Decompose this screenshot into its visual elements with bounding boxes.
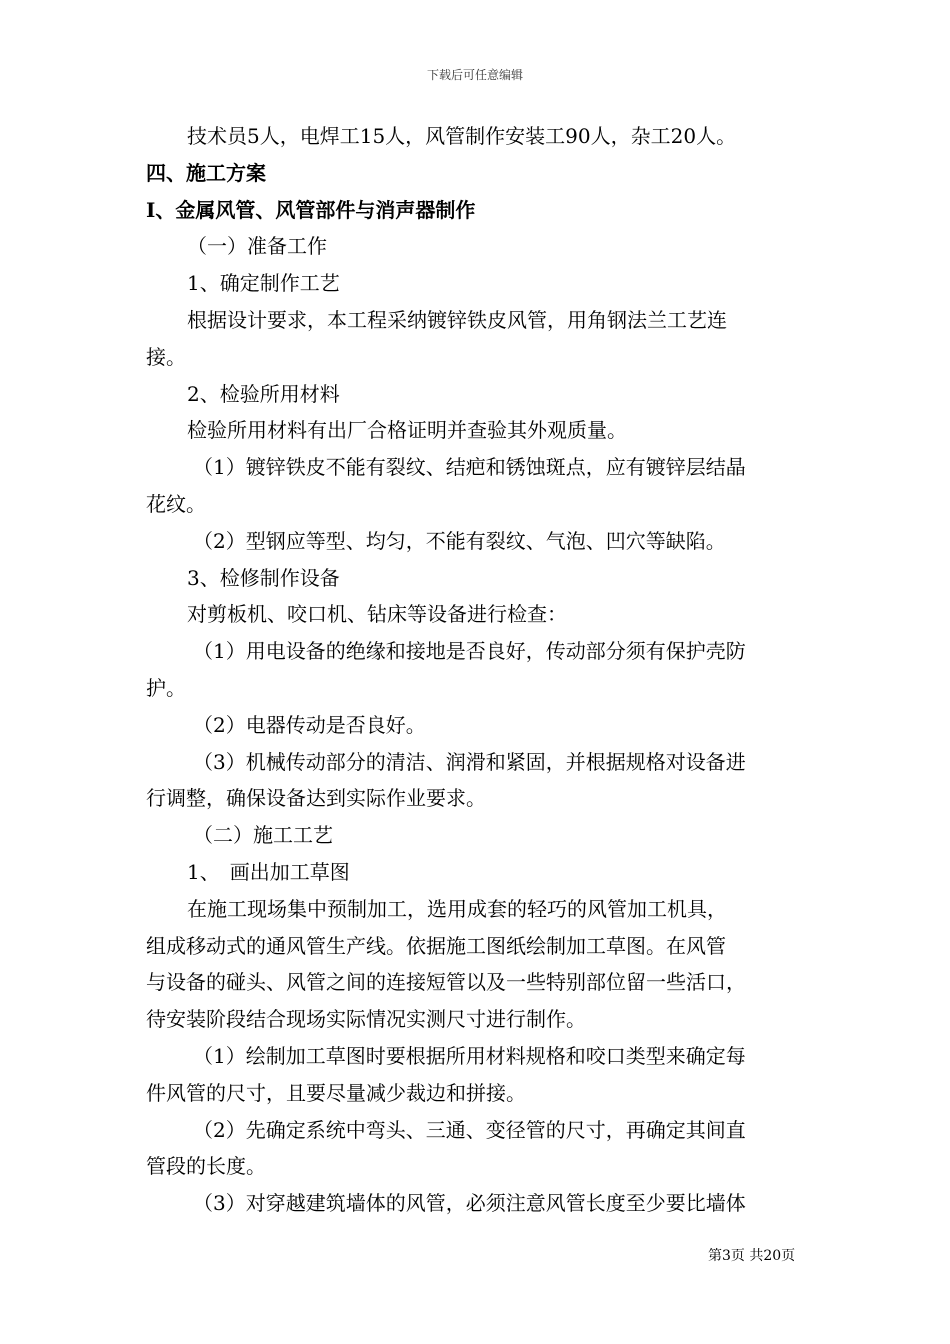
paragraph-line: 行调整，确保设备达到实际作业要求。: [146, 786, 486, 811]
document-body: [146, 118, 810, 1222]
paragraph-line: （2）电器传动是否良好。: [193, 712, 426, 737]
paragraph-line: 技术员5人，电焊工15人，风管制作安装工90人，杂工20人。: [187, 124, 737, 148]
paragraph-line: 护。: [146, 675, 186, 700]
paragraph-line: 接。: [146, 344, 186, 369]
paragraph-line: 对剪板机、咬口机、钻床等设备进行检查：: [187, 602, 567, 627]
paragraph-line: （1）镀锌铁皮不能有裂纹、结疤和锈蚀斑点，应有镀锌层结晶: [193, 455, 746, 480]
paragraph-line: （1）用电设备的绝缘和接地是否良好，传动部分须有保护壳防: [193, 639, 746, 664]
paragraph-line: 根据设计要求，本工程采纳镀锌铁皮风管，用角钢法兰工艺连: [187, 307, 727, 332]
paragraph-line: （一）准备工作: [187, 234, 327, 259]
paragraph-line: 2、检验所用材料: [187, 381, 340, 406]
paragraph-line: （3）机械传动部分的清洁、润滑和紧固，并根据规格对设备进: [193, 749, 746, 774]
subsection-heading: Ⅰ、金属风管、风管部件与消声器制作: [146, 197, 476, 222]
section-heading: 四、施工方案: [146, 160, 266, 185]
paragraph-line: 1、确定制作工艺: [187, 271, 340, 296]
paragraph-line: （1）绘制加工草图时要根据所用材料规格和咬口类型来确定每: [193, 1043, 746, 1068]
paragraph-line: 管段的长度。: [146, 1154, 266, 1179]
paragraph-line: （二）施工工艺: [193, 823, 333, 848]
paragraph-line: 1、 画出加工草图: [187, 859, 350, 884]
paragraph-line: 花纹。: [146, 491, 206, 516]
paragraph-line: （2）先确定系统中弯头、三通、变径管的尺寸，再确定其间直: [193, 1117, 746, 1142]
paragraph-line: 待安装阶段结合现场实际情况实测尺寸进行制作。: [146, 1007, 586, 1032]
paragraph-line: 3、检修制作设备: [187, 565, 340, 590]
paragraph-line: 组成移动式的通风管生产线。依据施工图纸绘制加工草图。在风管: [146, 933, 726, 958]
paragraph-line: 在施工现场集中预制加工，选用成套的轻巧的风管加工机具，: [187, 896, 727, 921]
page-header: 下载后可任意编辑: [426, 68, 523, 82]
paragraph-line: （2）型钢应等型、均匀，不能有裂纹、气泡、凹穴等缺陷。: [193, 528, 726, 553]
paragraph-line: 检验所用材料有出厂合格证明并查验其外观质量。: [187, 418, 627, 443]
paragraph-line: 件风管的尺寸，且要尽量减少裁边和拼接。: [146, 1080, 526, 1105]
paragraph-line: （3）对穿越建筑墙体的风管，必须注意风管长度至少要比墙体: [193, 1191, 746, 1216]
paragraph-line: 与设备的碰头、风管之间的连接短管以及一些特别部位留一些活口，: [146, 970, 746, 995]
page-number: 第3页 共20页: [708, 1248, 796, 1264]
